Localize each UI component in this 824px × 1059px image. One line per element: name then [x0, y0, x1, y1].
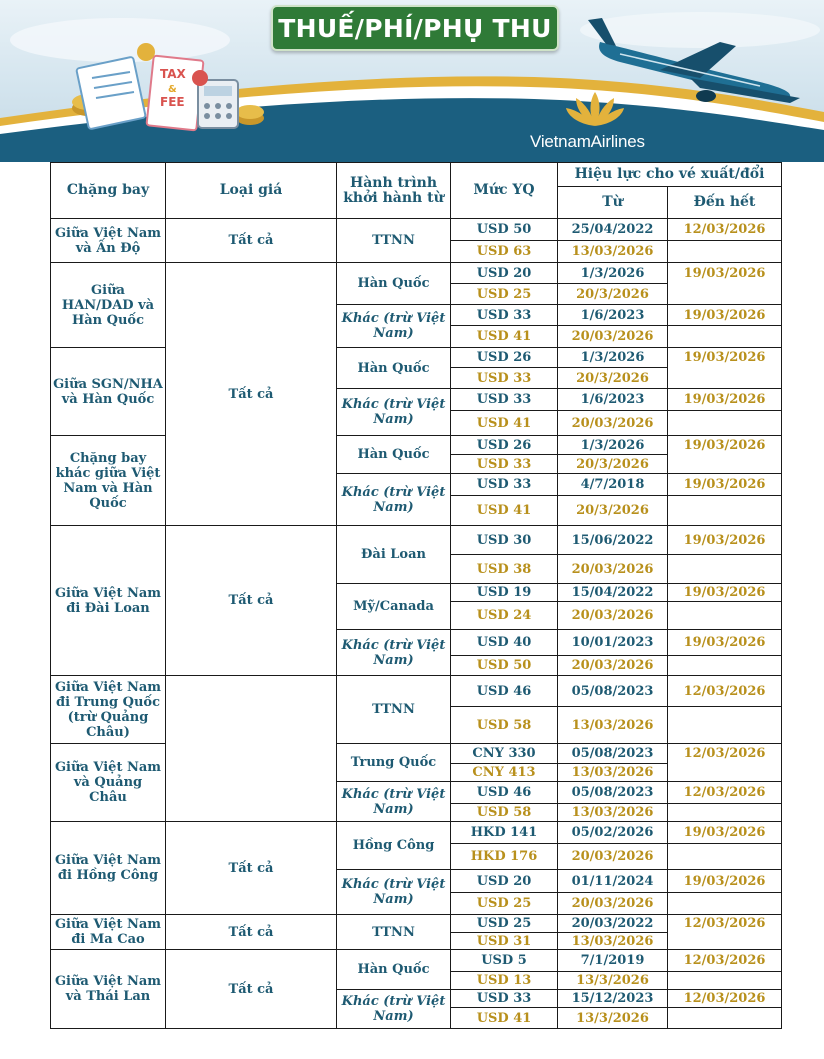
fare-cell: Tất cả	[166, 263, 337, 526]
departure-cell: Đài Loan	[337, 526, 451, 584]
from-cell: 20/03/2026	[558, 893, 668, 915]
to-cell: 19/03/2026	[668, 305, 782, 326]
table-row	[51, 676, 782, 707]
yq-cell: USD 19	[451, 584, 558, 602]
to-cell	[668, 707, 782, 744]
yq-cell: USD 20	[451, 870, 558, 893]
from-cell: 1/6/2023	[558, 389, 668, 411]
header-fare-type: Loại giá	[166, 163, 337, 219]
to-cell	[668, 804, 782, 822]
to-cell	[668, 241, 782, 263]
from-cell: 15/06/2022	[558, 526, 668, 555]
yq-cell: USD 33	[451, 389, 558, 411]
from-cell: 1/3/2026	[558, 263, 668, 284]
from-cell: 20/3/2026	[558, 284, 668, 305]
from-cell: 20/03/2026	[558, 844, 668, 870]
to-cell: 19/03/2026	[668, 630, 782, 656]
route-cell: Giữa Việt Nam đi Hồng Công	[51, 822, 166, 915]
departure-cell: Hàn Quốc	[337, 263, 451, 305]
header-to: Đến hết	[668, 187, 782, 219]
yq-cell: USD 26	[451, 436, 558, 455]
from-cell: 20/3/2026	[558, 455, 668, 474]
yq-cell: USD 41	[451, 326, 558, 348]
yq-cell: HKD 176	[451, 844, 558, 870]
svg-text:TAX: TAX	[160, 67, 186, 81]
departure-cell: Khác (trừ Việt Nam)	[337, 474, 451, 526]
fare-cell: Tất cả	[166, 950, 337, 1029]
departure-cell: Khác (trừ Việt Nam)	[337, 305, 451, 348]
from-cell: 13/3/2026	[558, 972, 668, 990]
yq-cell: USD 24	[451, 602, 558, 630]
yq-cell: USD 46	[451, 676, 558, 707]
svg-text:&: &	[168, 84, 177, 95]
to-cell	[668, 844, 782, 870]
route-cell: Giữa Việt Nam và Ấn Độ	[51, 219, 166, 263]
departure-cell: Mỹ/Canada	[337, 584, 451, 630]
departure-cell: Hồng Công	[337, 822, 451, 870]
from-cell: 20/03/2022	[558, 915, 668, 933]
yq-cell: USD 33	[451, 990, 558, 1008]
table-row	[51, 263, 782, 284]
from-cell: 1/3/2026	[558, 348, 668, 368]
departure-cell: Hàn Quốc	[337, 950, 451, 990]
route-cell: Chặng bay khác giữa Việt Nam và Hàn Quốc	[51, 436, 166, 526]
to-cell: 19/03/2026	[668, 389, 782, 411]
route-cell: Giữa SGN/NHA và Hàn Quốc	[51, 348, 166, 436]
header-departure: Hành trình khởi hành từ	[337, 163, 451, 219]
route-cell: Giữa Việt Nam đi Ma Cao	[51, 915, 166, 950]
to-cell: 19/03/2026	[668, 822, 782, 844]
from-cell: 13/03/2026	[558, 804, 668, 822]
brand-name: VietnamAirlines	[530, 132, 645, 151]
from-cell: 13/03/2026	[558, 707, 668, 744]
to-cell	[668, 411, 782, 436]
yq-cell: USD 25	[451, 915, 558, 933]
to-cell: 19/03/2026	[668, 348, 782, 368]
to-cell	[668, 933, 782, 950]
fare-cell: Tất cả	[166, 915, 337, 950]
to-cell	[668, 555, 782, 584]
header-validity: Hiệu lực cho vé xuất/đổi	[558, 163, 782, 187]
table-row	[51, 915, 782, 933]
to-cell: 19/03/2026	[668, 263, 782, 284]
from-cell: 15/04/2022	[558, 584, 668, 602]
yq-cell: USD 41	[451, 496, 558, 526]
from-cell: 05/02/2026	[558, 822, 668, 844]
fare-cell: Tất cả	[166, 526, 337, 676]
yq-cell: USD 30	[451, 526, 558, 555]
to-cell: 19/03/2026	[668, 526, 782, 555]
yq-cell: USD 46	[451, 782, 558, 804]
route-cell: Giữa Việt Nam đi Trung Quốc (trừ Quảng Châu)	[51, 676, 166, 744]
yq-cell: USD 63	[451, 241, 558, 263]
header-yq: Mức YQ	[451, 163, 558, 219]
from-cell: 13/03/2026	[558, 764, 668, 782]
departure-cell: Khác (trừ Việt Nam)	[337, 389, 451, 436]
departure-cell: Khác (trừ Việt Nam)	[337, 870, 451, 915]
fare-cell	[166, 676, 337, 822]
yq-cell: USD 58	[451, 707, 558, 744]
from-cell: 05/08/2023	[558, 676, 668, 707]
departure-cell: TTNN	[337, 915, 451, 950]
departure-cell: Khác (trừ Việt Nam)	[337, 782, 451, 822]
yq-cell: CNY 330	[451, 744, 558, 764]
yq-cell: USD 26	[451, 348, 558, 368]
from-cell: 13/03/2026	[558, 933, 668, 950]
yq-cell: USD 41	[451, 411, 558, 436]
from-cell: 13/3/2026	[558, 1008, 668, 1029]
fare-cell: Tất cả	[166, 219, 337, 263]
table-row	[51, 219, 782, 241]
from-cell: 05/08/2023	[558, 744, 668, 764]
to-cell: 12/03/2026	[668, 990, 782, 1008]
yq-cell: USD 58	[451, 804, 558, 822]
yq-cell: USD 5	[451, 950, 558, 972]
to-cell	[668, 496, 782, 526]
svg-text:FEE: FEE	[160, 95, 185, 109]
to-cell: 12/03/2026	[668, 950, 782, 972]
from-cell: 25/04/2022	[558, 219, 668, 241]
route-cell: Giữa HAN/DAD và Hàn Quốc	[51, 263, 166, 348]
from-cell: 20/03/2026	[558, 656, 668, 676]
route-cell: Giữa Việt Nam đi Đài Loan	[51, 526, 166, 676]
table-row	[51, 822, 782, 844]
table-row	[51, 436, 782, 455]
from-cell: 4/7/2018	[558, 474, 668, 496]
departure-cell: TTNN	[337, 676, 451, 744]
from-cell: 7/1/2019	[558, 950, 668, 972]
page-title-box	[271, 5, 559, 51]
departure-cell: Hàn Quốc	[337, 436, 451, 474]
fare-cell: Tất cả	[166, 822, 337, 915]
yq-cell: CNY 413	[451, 764, 558, 782]
to-cell	[668, 893, 782, 915]
yq-cell: USD 50	[451, 219, 558, 241]
yq-cell: USD 33	[451, 474, 558, 496]
to-cell: 12/03/2026	[668, 219, 782, 241]
to-cell	[668, 972, 782, 990]
from-cell: 20/03/2026	[558, 411, 668, 436]
from-cell: 20/03/2026	[558, 555, 668, 584]
yq-cell: USD 33	[451, 368, 558, 389]
yq-cell: HKD 141	[451, 822, 558, 844]
yq-cell: USD 50	[451, 656, 558, 676]
route-cell: Giữa Việt Nam và Quảng Châu	[51, 744, 166, 822]
departure-cell: TTNN	[337, 219, 451, 263]
yq-cell: USD 25	[451, 893, 558, 915]
yq-cell: USD 31	[451, 933, 558, 950]
to-cell: 12/03/2026	[668, 915, 782, 933]
from-cell: 05/08/2023	[558, 782, 668, 804]
departure-cell: Khác (trừ Việt Nam)	[337, 990, 451, 1029]
from-cell: 20/3/2026	[558, 368, 668, 389]
to-cell: 12/03/2026	[668, 782, 782, 804]
departure-cell: Khác (trừ Việt Nam)	[337, 630, 451, 676]
to-cell	[668, 326, 782, 348]
from-cell: 20/3/2026	[558, 496, 668, 526]
table-row	[51, 348, 782, 368]
from-cell: 15/12/2023	[558, 990, 668, 1008]
header-route: Chặng bay	[51, 163, 166, 219]
to-cell: 19/03/2026	[668, 870, 782, 893]
yq-cell: USD 40	[451, 630, 558, 656]
to-cell: 19/03/2026	[668, 584, 782, 602]
from-cell: 1/6/2023	[558, 305, 668, 326]
from-cell: 13/03/2026	[558, 241, 668, 263]
to-cell	[668, 368, 782, 389]
to-cell	[668, 284, 782, 305]
to-cell: 19/03/2026	[668, 474, 782, 496]
to-cell	[668, 1008, 782, 1029]
to-cell	[668, 764, 782, 782]
from-cell: 01/11/2024	[558, 870, 668, 893]
to-cell	[668, 455, 782, 474]
departure-cell: Hàn Quốc	[337, 348, 451, 389]
yq-cell: USD 38	[451, 555, 558, 584]
yq-cell: USD 33	[451, 305, 558, 326]
to-cell	[668, 656, 782, 676]
yq-cell: USD 13	[451, 972, 558, 990]
fees-table	[50, 162, 782, 1029]
fees-table-body	[51, 163, 782, 1029]
from-cell: 10/01/2023	[558, 630, 668, 656]
to-cell: 19/03/2026	[668, 436, 782, 455]
to-cell: 12/03/2026	[668, 676, 782, 707]
yq-cell: USD 41	[451, 1008, 558, 1029]
route-cell: Giữa Việt Nam và Thái Lan	[51, 950, 166, 1029]
from-cell: 1/3/2026	[558, 436, 668, 455]
to-cell: 12/03/2026	[668, 744, 782, 764]
table-row	[51, 526, 782, 555]
to-cell	[668, 602, 782, 630]
header-banner	[0, 0, 824, 162]
from-cell: 20/03/2026	[558, 326, 668, 348]
departure-cell: Trung Quốc	[337, 744, 451, 782]
table-row	[51, 950, 782, 972]
yq-cell: USD 25	[451, 284, 558, 305]
yq-cell: USD 20	[451, 263, 558, 284]
yq-cell: USD 33	[451, 455, 558, 474]
table-row	[51, 744, 782, 764]
page-title: THUẾ/PHÍ/PHỤ THU	[278, 13, 552, 43]
header-from: Từ	[558, 187, 668, 219]
from-cell: 20/03/2026	[558, 602, 668, 630]
